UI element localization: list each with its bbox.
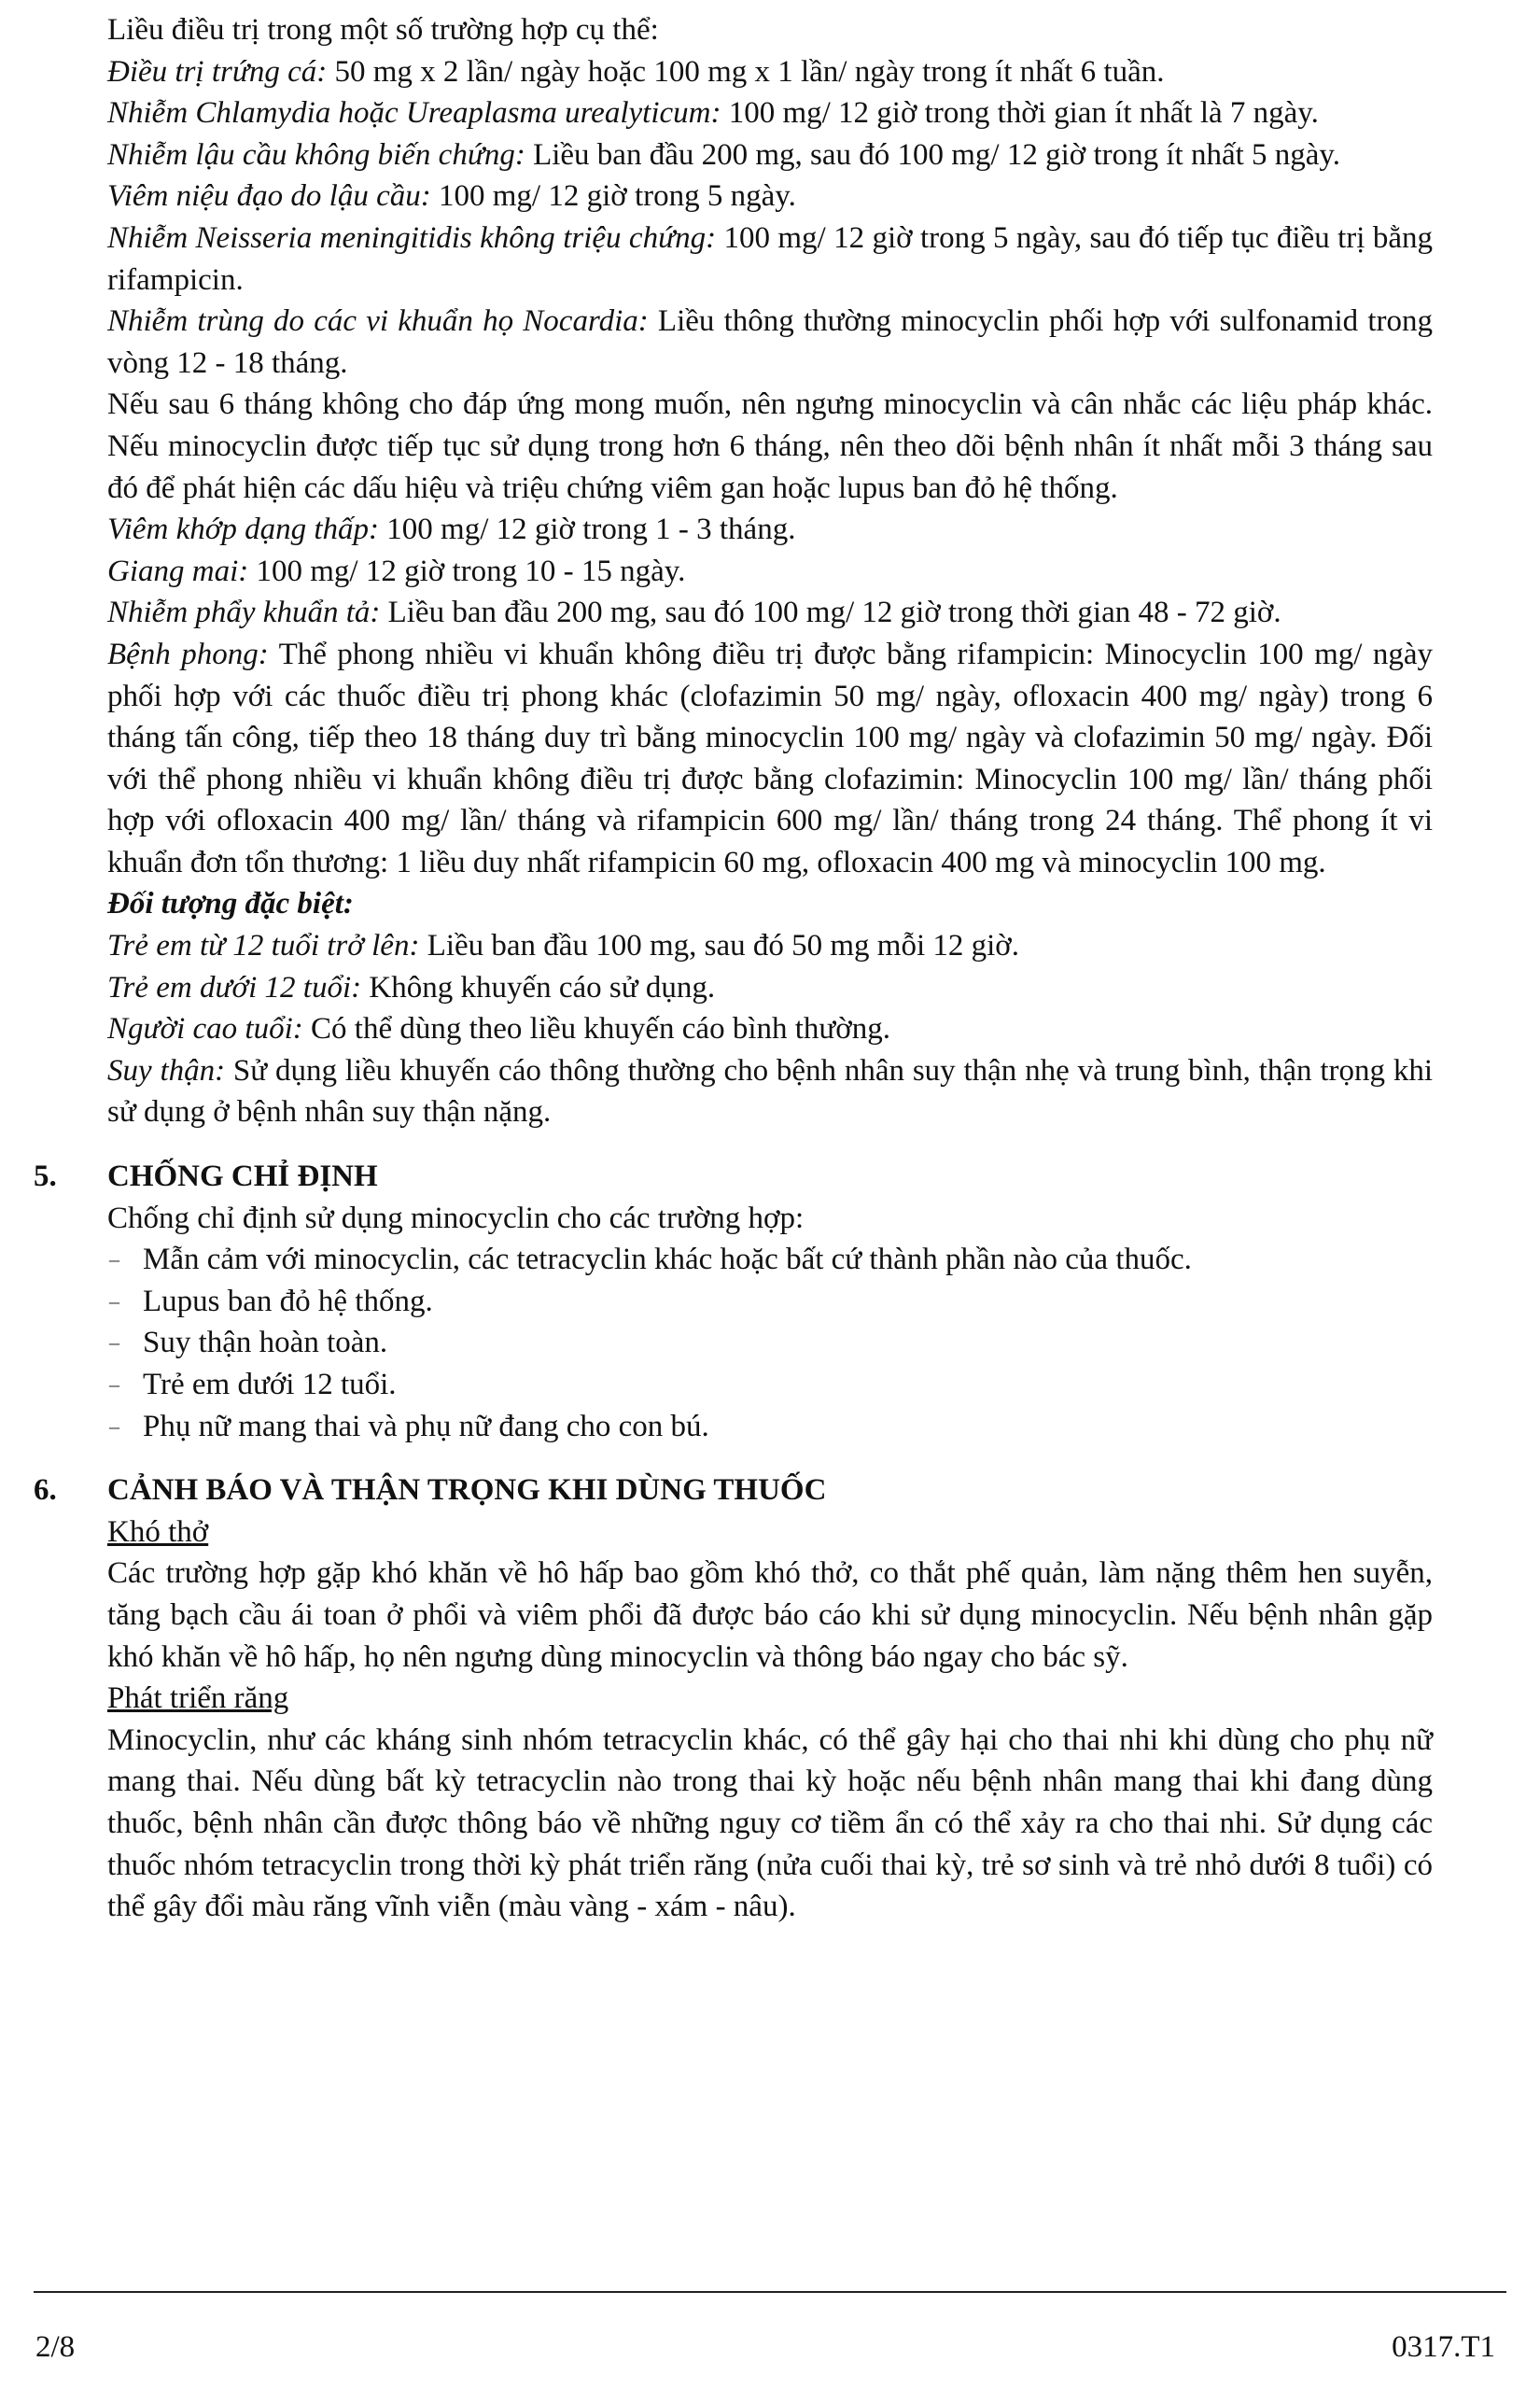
dosing-list-2 xyxy=(107,509,1433,883)
special-item xyxy=(107,925,1433,967)
dosing-item xyxy=(107,301,1433,384)
dosing-item-text: 50 mg x 2 lần/ ngày hoặc 100 mg x 1 lần/ ngày trong ít nhất 6 tuần. xyxy=(327,54,1165,89)
special-item-text: Liều ban đầu 100 mg, sau đó 50 mg mỗi 12 giờ. xyxy=(419,929,1019,963)
special-item-text: Không khuyến cáo sử dụng. xyxy=(361,970,716,1005)
section-6-heading xyxy=(34,1469,1433,1511)
dosing-item xyxy=(107,218,1433,301)
section-5-intro: Chống chỉ định sử dụng minocyclin cho các trường hợp: xyxy=(107,1201,805,1235)
dash-icon: – xyxy=(109,1247,119,1272)
subsection-dyspnea-text: Các trường hợp gặp khó khăn về hô hấp bao gồm khó thở, co thắt phế quản, làm nặng thêm hen suyễn, tăng bạch cầu ái toan ở phổi và viêm phổi đã được báo cáo khi sử dụng minocyclin. Nếu bệnh nhân gặp khó khăn về hô hấp, họ nên ngưng dùng minocyclin và thông báo ngay cho bác sỹ. xyxy=(107,1556,1433,1674)
dosing-item xyxy=(107,551,1433,593)
dash-icon: – xyxy=(109,1330,119,1355)
section-6-number: 6. xyxy=(34,1473,57,1508)
dosing-item-text: 100 mg/ 12 giờ trong 10 - 15 ngày. xyxy=(248,554,686,588)
dosing-item-label: Nhiễm Chlamydia hoặc Ureaplasma urealyticum: xyxy=(107,96,721,131)
dosing-item-label: Giang mai: xyxy=(107,554,249,588)
dosing-item-text: 100 mg/ 12 giờ trong 5 ngày, sau đó tiếp tục điều trị bằng rifampicin. xyxy=(107,220,1433,297)
document-body xyxy=(34,9,1434,1928)
special-item xyxy=(107,1050,1433,1133)
dosing-item-label: Bệnh phong: xyxy=(107,637,269,671)
dosing-list-1 xyxy=(107,51,1433,385)
list-item-text: Phụ nữ mang thai và phụ nữ đang cho con bú. xyxy=(143,1409,709,1443)
dosing-item xyxy=(107,509,1433,551)
dosing-item-text: 100 mg/ 12 giờ trong thời gian ít nhất là 7 ngày. xyxy=(721,96,1319,131)
list-item xyxy=(107,1406,1433,1448)
contraindication-list xyxy=(107,1239,1433,1447)
document-code: 0317.T1 xyxy=(1392,2330,1495,2364)
footer-divider xyxy=(34,2291,1506,2293)
section-5-heading xyxy=(34,1156,1433,1198)
dosing-item xyxy=(107,592,1433,634)
dosing-intro: Liều điều trị trong một số trường hợp cụ thể: xyxy=(107,13,659,47)
section-5-title: CHỐNG CHỈ ĐỊNH xyxy=(107,1160,378,1194)
dosing-item-text: 100 mg/ 12 giờ trong 1 - 3 tháng. xyxy=(379,513,796,547)
dosing-item-text: Liều ban đầu 200 mg, sau đó 100 mg/ 12 giờ trong ít nhất 5 ngày. xyxy=(525,137,1341,172)
special-populations-heading: Đối tượng đặc biệt: xyxy=(107,887,354,921)
list-item-text: Lupus ban đỏ hệ thống. xyxy=(143,1284,433,1318)
list-item xyxy=(107,1364,1433,1406)
special-item-label: Trẻ em từ 12 tuổi trở lên: xyxy=(107,929,420,963)
special-item-label: Người cao tuổi: xyxy=(107,1012,303,1047)
dosing-item-label: Viêm khớp dạng thấp: xyxy=(107,513,380,547)
list-item-text: Suy thận hoàn toàn. xyxy=(143,1326,388,1360)
dosing-item-text: Liều ban đầu 200 mg, sau đó 100 mg/ 12 giờ trong thời gian 48 - 72 giờ. xyxy=(380,596,1281,630)
subsection-tooth-development-text: Minocyclin, như các kháng sinh nhóm tetracyclin khác, có thể gây hại cho thai nhi khi dùng cho phụ nữ mang thai. Nếu dùng bất kỳ tetracyclin nào trong thai kỳ hoặc nếu bệnh nhân mang thai khi đang dùng thuốc, bệnh nhân cần được thông báo về những nguy cơ tiềm ẩn có thể xảy ra cho thai nhi. Sử dụng các thuốc nhóm tetracyclin trong thời kỳ phát triển răng (nửa cuối thai kỳ, trẻ sơ sinh và trẻ nhỏ dưới 8 tuổi) có thể gây đổi màu răng vĩnh viễn (màu vàng - xám - nâu). xyxy=(107,1722,1433,1924)
dosing-item-label: Điều trị trứng cá: xyxy=(107,54,328,89)
dash-icon: – xyxy=(109,1413,119,1438)
subsection-dyspnea-title: Khó thở xyxy=(107,1514,209,1549)
list-item-text: Trẻ em dưới 12 tuổi. xyxy=(143,1368,397,1401)
special-populations-list xyxy=(107,925,1433,1133)
list-item xyxy=(107,1239,1433,1281)
special-item xyxy=(107,967,1433,1009)
special-item-text: Sử dụng liều khuyến cáo thông thường cho bệnh nhân suy thận nhẹ và trung bình, thận trọng khi sử dụng ở bệnh nhân suy thận nặng. xyxy=(107,1053,1433,1130)
special-item-text: Có thể dùng theo liều khuyến cáo bình thường. xyxy=(302,1012,891,1047)
dosing-item-text: Liều thông thường minocyclin phối hợp với sulfonamid trong vòng 12 - 18 tháng. xyxy=(107,304,1433,380)
dosing-item-label: Nhiễm Neisseria meningitidis không triệu chứng: xyxy=(107,220,717,255)
section-5-number: 5. xyxy=(34,1160,57,1194)
special-item-label: Trẻ em dưới 12 tuổi: xyxy=(107,970,362,1005)
dash-icon: – xyxy=(109,1288,119,1313)
dosing-item xyxy=(107,176,1433,218)
dosing-item-label: Nhiễm trùng do các vi khuẩn họ Nocardia: xyxy=(107,304,649,339)
special-item xyxy=(107,1008,1433,1050)
dosing-item-label: Viêm niệu đạo do lậu cầu: xyxy=(107,179,431,214)
subsection-tooth-development-title: Phát triển răng xyxy=(107,1681,289,1716)
dosing-item-label: Nhiễm lậu cầu không biến chứng: xyxy=(107,137,525,172)
dosing-item xyxy=(107,51,1433,93)
dosing-item xyxy=(107,634,1433,884)
list-item xyxy=(107,1281,1433,1323)
special-item-label: Suy thận: xyxy=(107,1053,226,1088)
list-item-text: Mẫn cảm với minocyclin, các tetracyclin khác hoặc bất cứ thành phần nào của thuốc. xyxy=(143,1243,1192,1277)
list-item xyxy=(107,1322,1433,1364)
dosing-item-text: 100 mg/ 12 giờ trong 5 ngày. xyxy=(430,179,796,214)
section-6-title: CẢNH BÁO VÀ THẬN TRỌNG KHI DÙNG THUỐC xyxy=(107,1473,827,1508)
dosing-item xyxy=(107,134,1433,176)
nocardia-note: Nếu sau 6 tháng không cho đáp ứng mong muốn, nên ngưng minocyclin và cân nhắc các liệu pháp khác. Nếu minocyclin được tiếp tục sử dụng trong hơn 6 tháng, nên theo dõi bệnh nhân ít nhất mỗi 3 tháng sau đó để phát hiện các dấu hiệu và triệu chứng viêm gan hoặc lupus ban đỏ hệ thống. xyxy=(107,387,1433,505)
page-number: 2/8 xyxy=(35,2330,76,2364)
dosing-item xyxy=(107,92,1433,134)
dosing-item-text: Thể phong nhiều vi khuẩn không điều trị được bằng rifampicin: Minocyclin 100 mg/ ngày phối hợp với các thuốc điều trị phong khác (clofazimin 50 mg/ ngày, ofloxacin 400 mg/ ngày) trong 6 tháng tấn công, tiếp theo 18 tháng duy trì bằng minocyclin 100 mg/ ngày và clofazimin 50 mg/ ngày. Đối với thể phong nhiều vi khuẩn không điều trị được bằng clofazimin: Minocyclin 100 mg/ lần/ tháng phối hợp với ofloxacin 400 mg/ lần/ tháng và rifampicin 600 mg/ lần/ tháng trong 24 tháng. Thể phong ít vi khuẩn đơn tổn thương: 1 liều duy nhất rifampicin 60 mg, ofloxacin 400 mg và minocyclin 100 mg. xyxy=(107,637,1434,879)
dash-icon: – xyxy=(109,1372,119,1396)
dosing-item-label: Nhiễm phẩy khuẩn tả: xyxy=(107,596,381,630)
